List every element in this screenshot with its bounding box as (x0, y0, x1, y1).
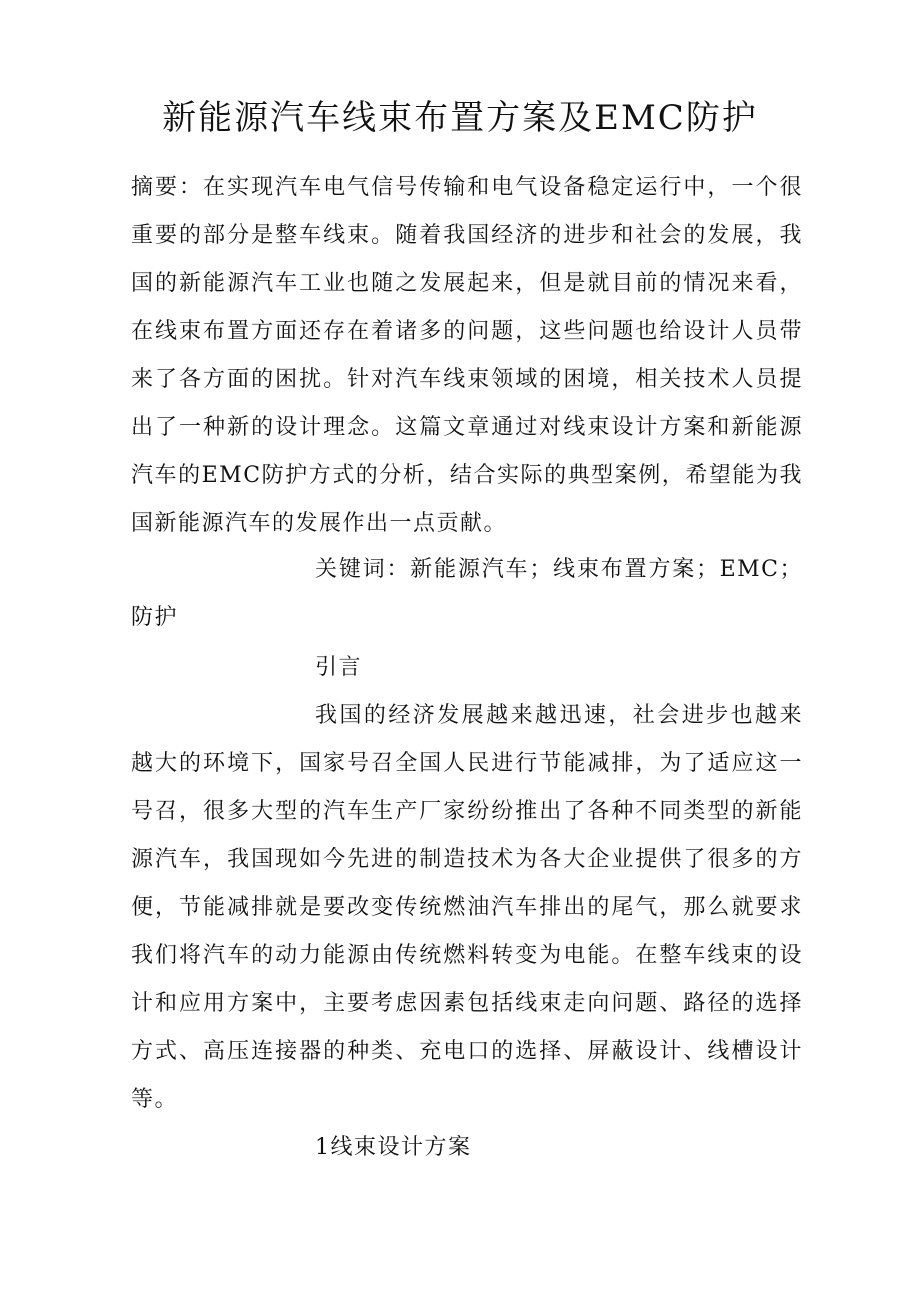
keywords-paragraph: 关键词：新能源汽车；线束布置方案；EMC；防护 (131, 557, 803, 630)
intro-heading: 引言 (315, 655, 363, 680)
document-title: 新能源汽车线束布置方案及EMC防护 (162, 98, 758, 138)
intro-paragraph: 我国的经济发展越来越迅速，社会进步也越来越大的环境下，国家号召全国人民进行节能减排，为了适应这一号召，很多大型的汽车生产厂家纷纷推出了各种不同类型的新能源汽车，我国现如今先进的制造技术为各大企业提供了很多的方便，节能减排就是要改变传统燃油汽车排出的尾气，那么就要求我们将汽车的动力能源由传统燃料转变为电能。在整车线束的设计和应用方案中，主要考虑因素包括线束走向问题、路径的选择方式、高压连接器的种类、充电口的选择、屏蔽设计、线槽设计等。 (131, 703, 803, 1112)
abstract-paragraph: 摘要：在实现汽车电气信号传输和电气设备稳定运行中，一个很重要的部分是整车线束。随着我国经济的进步和社会的发展，我国的新能源汽车工业也随之发展起来，但是就目前的情况来看，在线束布置方面还存在着诸多的问题，这些问题也给设计人员带来了各方面的困扰。针对汽车线束领域的困境，相关技术人员提出了一种新的设计理念。这篇文章通过对线束设计方案和新能源汽车的EMC防护方式的分析，结合实际的典型案例，希望能为我国新能源汽车的发展作出一点贡献。 (131, 175, 803, 536)
section-heading: 1线束设计方案 (315, 1135, 472, 1160)
